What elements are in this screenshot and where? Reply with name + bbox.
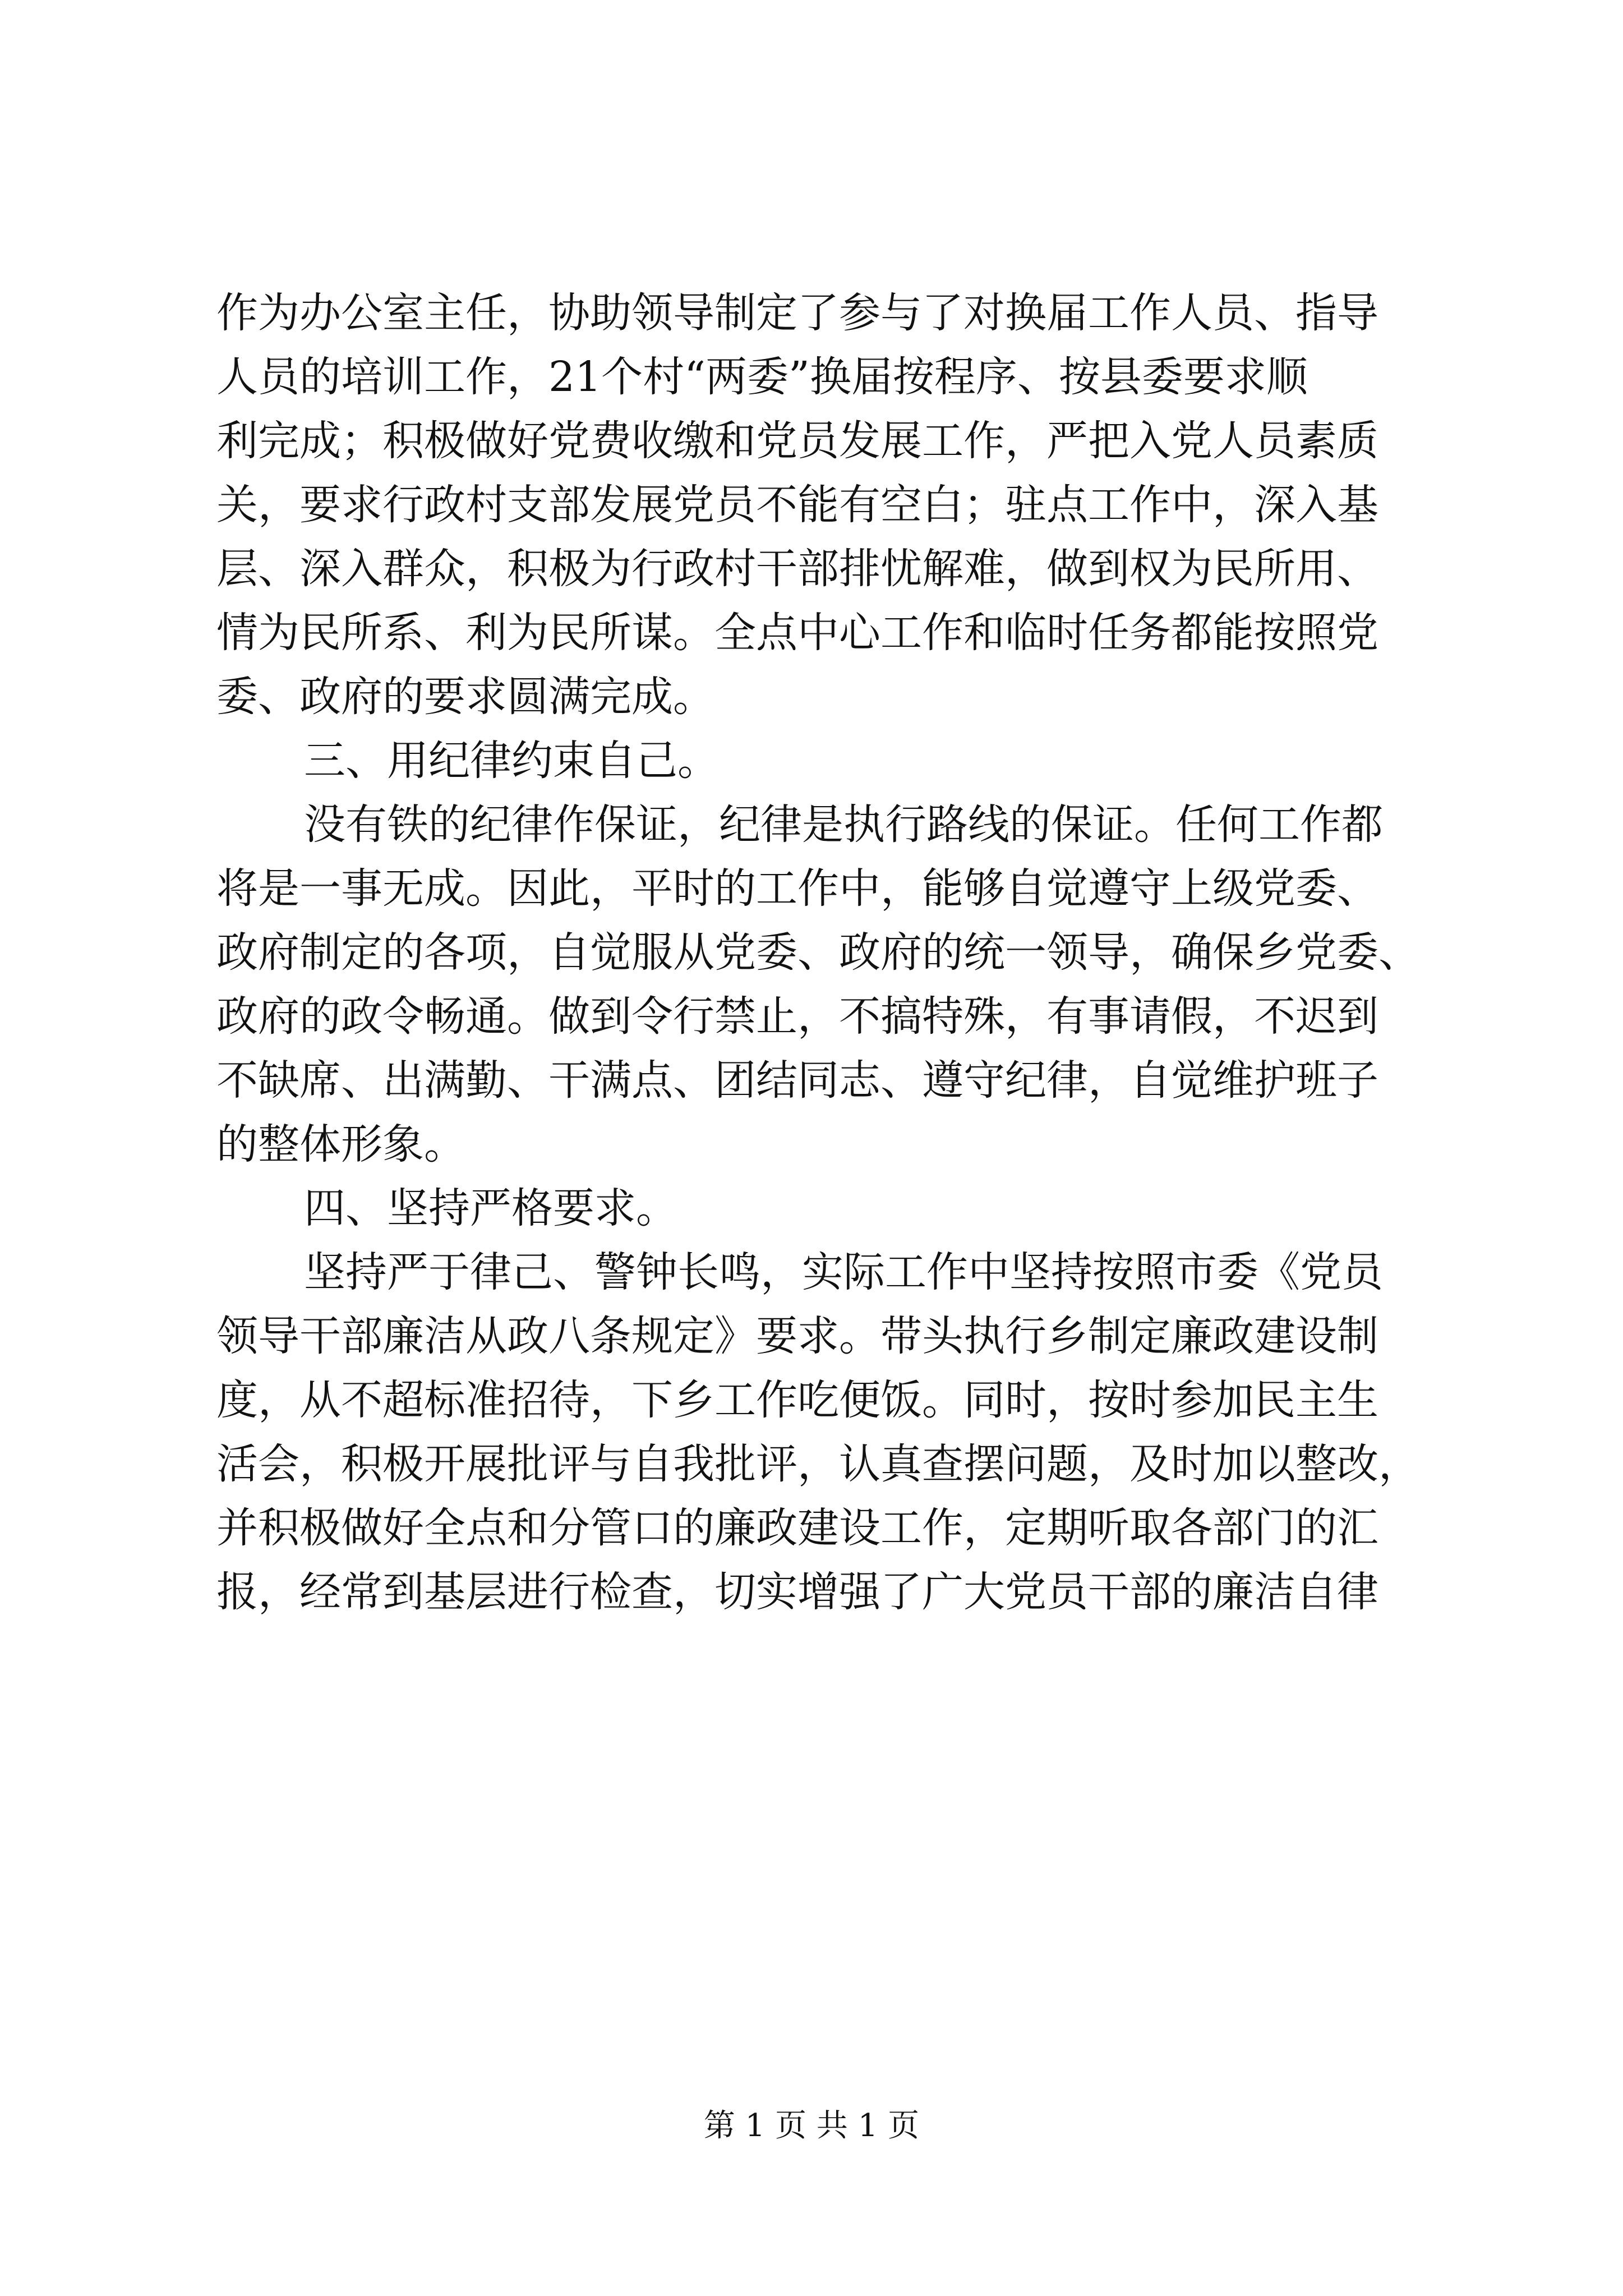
text-line-17: 领导干部廉洁从政八条规定》要求。带头执行乡制定廉政建设制 xyxy=(216,1312,1378,1360)
page-footer: 第 1 页 共 1 页 xyxy=(703,2108,920,2144)
text-line-4: 关，要求行政村支部发展党员不能有空白；驻点工作中，深入基 xyxy=(216,481,1378,529)
text-line-9: 没有铁的纪律作保证，纪律是执行路线的保证。任何工作都 xyxy=(304,800,1383,849)
text-line-19: 活会，积极开展批评与自我批评，认真查摆问题，及时加以整改， xyxy=(216,1440,1420,1488)
text-line-12: 政府的政令畅通。做到令行禁止，不搞特殊，有事请假，不迟到 xyxy=(216,992,1378,1041)
text-line-18: 度，从不超标准招待，下乡工作吃便饭。同时，按时参加民主生 xyxy=(216,1376,1378,1424)
text-line-6: 情为民所系、利为民所谋。全点中心工作和临时任务都能按照党 xyxy=(216,609,1378,657)
text-line-11: 政府制定的各项，自觉服从党委、政府的统一领导，确保乡党委、 xyxy=(216,928,1420,977)
text-line-13: 不缺席、出满勤、干满点、团结同志、遵守纪律，自觉维护班子 xyxy=(216,1056,1378,1105)
text-line-10: 将是一事无成。因此，平时的工作中，能够自觉遵守上级党委、 xyxy=(216,864,1378,913)
text-line-20: 并积极做好全点和分管口的廉政建设工作，定期听取各部门的汇 xyxy=(216,1504,1378,1552)
section-heading-4: 四、坚持严格要求。 xyxy=(304,1184,677,1232)
text-line-21: 报，经常到基层进行检查，切实增强了广大党员干部的廉洁自律 xyxy=(216,1568,1378,1616)
text-line-2: 人员的培训工作，21个村“两委”换届按程序、按县委要求顺 xyxy=(216,353,1308,401)
section-heading-3: 三、用纪律约束自己。 xyxy=(304,737,719,785)
text-line-7: 委、政府的要求圆满完成。 xyxy=(216,673,714,721)
text-line-14: 的整体形象。 xyxy=(216,1120,465,1168)
text-line-1: 作为办公室主任，协助领导制定了参与了对换届工作人员、指导 xyxy=(216,289,1378,337)
text-line-3: 利完成；积极做好党费收缴和党员发展工作，严把入党人员素质 xyxy=(216,417,1378,465)
text-line-5: 层、深入群众，积极为行政村干部排忧解难，做到权为民所用、 xyxy=(216,545,1378,593)
text-line-16: 坚持严于律己、警钟长鸣，实际工作中坚持按照市委《党员 xyxy=(304,1248,1383,1296)
